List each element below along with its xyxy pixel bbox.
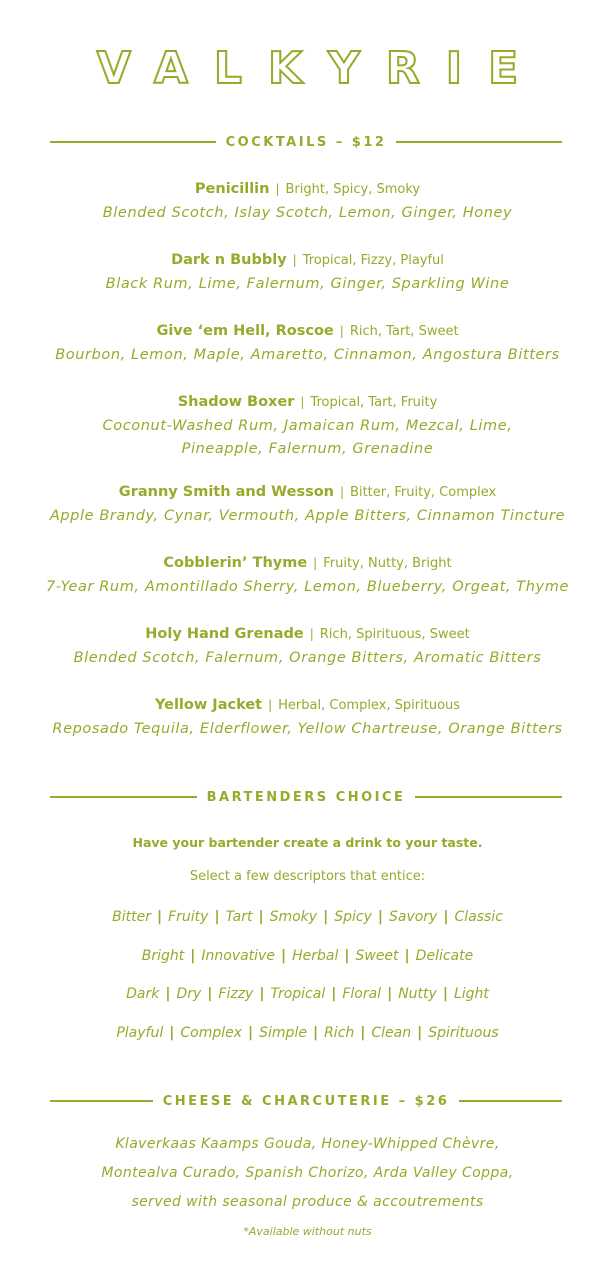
descriptor: Sweet — [355, 948, 399, 964]
cheese-line: served with seasonal produce & accoutrements — [131, 1194, 484, 1210]
descriptor: Smoky — [269, 909, 318, 925]
cocktail-header — [0, 320, 615, 342]
cocktail-header — [0, 552, 615, 574]
separator: | — [268, 698, 273, 712]
cocktail-item — [0, 552, 615, 597]
descriptor-row — [0, 986, 615, 1002]
separator: | — [169, 1025, 175, 1041]
cocktail-name: Penicillin — [194, 181, 270, 197]
cocktail-tags: Rich, Tart, Sweet — [349, 324, 459, 339]
descriptor: Nutty — [398, 986, 437, 1002]
separator: | — [377, 909, 383, 925]
cocktail-tags: Tropical, Fizzy, Playful — [302, 253, 444, 268]
cocktail-ingredients: Coconut-Washed Rum, Jamaican Rum, Mezcal, Lime, — [102, 418, 513, 434]
section-header-cocktails — [50, 132, 562, 152]
separator: | — [207, 986, 213, 1002]
cocktail-tags: Tropical, Tart, Fruity — [310, 395, 438, 410]
divider — [415, 796, 562, 798]
divider — [50, 1100, 153, 1102]
cocktail-item — [0, 694, 615, 739]
divider — [459, 1100, 562, 1102]
descriptor: Simple — [259, 1025, 307, 1041]
section-header-bartenders-choice — [50, 787, 562, 807]
separator: | — [340, 485, 345, 499]
descriptor: Tropical — [270, 986, 326, 1002]
cocktail-name: Yellow Jacket — [154, 697, 263, 713]
cocktail-item — [0, 320, 615, 365]
descriptor: Delicate — [415, 948, 474, 964]
descriptor: Complex — [180, 1025, 243, 1041]
separator: | — [331, 986, 337, 1002]
separator: | — [443, 909, 449, 925]
cocktail-ingredients: Apple Brandy, Cynar, Vermouth, Apple Bitters, Cinnamon Tincture — [49, 508, 566, 524]
descriptor-row — [0, 909, 615, 925]
descriptor-row — [0, 948, 615, 964]
separator: | — [280, 948, 287, 964]
cocktail-name: Give ‘em Hell, Roscoe — [156, 323, 334, 339]
descriptor: Spicy — [334, 909, 372, 925]
descriptor: Fizzy — [218, 986, 254, 1002]
descriptor: Spirituous — [428, 1025, 499, 1041]
divider — [396, 141, 562, 143]
cocktail-ingredients: Blended Scotch, Falernum, Orange Bitters, Aromatic Bitters — [73, 650, 542, 666]
cheese-line: Montealva Curado, Spanish Chorizo, Arda Valley Coppa, — [101, 1165, 514, 1181]
cocktail-item — [0, 623, 615, 668]
descriptor: Rich — [324, 1025, 355, 1041]
separator: | — [258, 909, 264, 925]
descriptor: Floral — [342, 986, 382, 1002]
section-title-cocktails: COCKTAILS – $12 — [225, 134, 387, 150]
descriptor: Innovative — [201, 948, 275, 964]
descriptor: Light — [453, 986, 489, 1002]
separator: | — [165, 986, 171, 1002]
descriptor: Dark — [126, 986, 160, 1002]
cocktail-name: Cobblerin’ Thyme — [163, 555, 308, 571]
bartenders-intro: Have your bartender create a drink to your taste. — [132, 835, 483, 850]
brand-logo — [0, 43, 615, 94]
cocktail-header — [0, 391, 615, 413]
separator: | — [190, 948, 196, 964]
cocktail-tags: Herbal, Complex, Spirituous — [278, 698, 461, 713]
cocktail-item — [0, 391, 615, 459]
separator: | — [404, 948, 410, 964]
separator: | — [214, 909, 220, 925]
brand-name: VALKYRIE — [96, 43, 545, 94]
separator: | — [275, 182, 280, 196]
descriptor: Bright — [141, 948, 185, 964]
descriptor: Bitter — [112, 909, 151, 925]
separator: | — [323, 909, 329, 925]
cocktail-ingredients: Reposado Tequila, Elderflower, Yellow Chartreuse, Orange Bitters — [52, 721, 563, 737]
separator: | — [313, 556, 318, 570]
descriptor: Clean — [371, 1025, 412, 1041]
cocktail-name: Shadow Boxer — [177, 394, 295, 410]
cocktail-header — [0, 249, 615, 271]
section-title-bartenders-choice: BARTENDERS CHOICE — [206, 789, 406, 805]
cocktail-ingredients: 7-Year Rum, Amontillado Sherry, Lemon, Blueberry, Orgeat, Thyme — [46, 579, 569, 595]
section-header-cheese — [50, 1091, 562, 1111]
separator: | — [360, 1025, 366, 1041]
cocktail-header — [0, 481, 615, 503]
separator: | — [259, 986, 265, 1002]
cocktail-item — [0, 481, 615, 526]
separator: | — [417, 1025, 423, 1041]
cocktail-tags: Bright, Spicy, Smoky — [285, 182, 421, 197]
cocktail-ingredients: Black Rum, Lime, Falernum, Ginger, Sparkling Wine — [105, 276, 510, 292]
descriptor: Savory — [388, 909, 438, 925]
descriptor: Fruity — [168, 909, 209, 925]
cocktail-ingredients: Blended Scotch, Islay Scotch, Lemon, Ginger, Honey — [102, 205, 513, 221]
descriptor: Dry — [176, 986, 202, 1002]
cocktail-header — [0, 623, 615, 645]
cheese-note: *Available without nuts — [243, 1225, 372, 1238]
separator: | — [309, 627, 314, 641]
divider — [50, 796, 197, 798]
section-title-cheese: CHEESE & CHARCUTERIE – $26 — [162, 1093, 450, 1109]
separator: | — [344, 948, 350, 964]
separator: | — [156, 909, 163, 925]
cocktail-tags: Rich, Spirituous, Sweet — [319, 627, 470, 642]
cocktail-name: Holy Hand Grenade — [145, 626, 304, 642]
cocktail-name: Dark n Bubbly — [171, 252, 287, 268]
cocktail-header — [0, 694, 615, 716]
separator: | — [292, 253, 297, 267]
separator: | — [248, 1025, 254, 1041]
separator: | — [300, 395, 305, 409]
separator: | — [442, 986, 448, 1002]
descriptor: Tart — [225, 909, 253, 925]
cocktail-ingredients: Pineapple, Falernum, Grenadine — [181, 441, 434, 457]
cocktail-item — [0, 178, 615, 223]
cocktail-tags: Fruity, Nutty, Bright — [323, 556, 452, 571]
cocktail-tags: Bitter, Fruity, Complex — [350, 485, 497, 500]
cocktail-item — [0, 249, 615, 294]
cheese-line: Klaverkaas Kaamps Gouda, Honey-Whipped Chèvre, — [115, 1136, 500, 1152]
cocktail-name: Granny Smith and Wesson — [118, 484, 334, 500]
descriptor-row — [0, 1025, 615, 1041]
separator: | — [387, 986, 393, 1002]
cocktail-header — [0, 178, 615, 200]
descriptor: Classic — [454, 909, 503, 925]
divider — [50, 141, 216, 143]
bartenders-instruction: Select a few descriptors that entice: — [189, 869, 426, 884]
separator: | — [312, 1025, 319, 1041]
descriptor: Herbal — [292, 948, 339, 964]
cocktail-ingredients: Bourbon, Lemon, Maple, Amaretto, Cinnamon, Angostura Bitters — [55, 347, 560, 363]
descriptor: Playful — [116, 1025, 164, 1041]
separator: | — [339, 324, 344, 338]
